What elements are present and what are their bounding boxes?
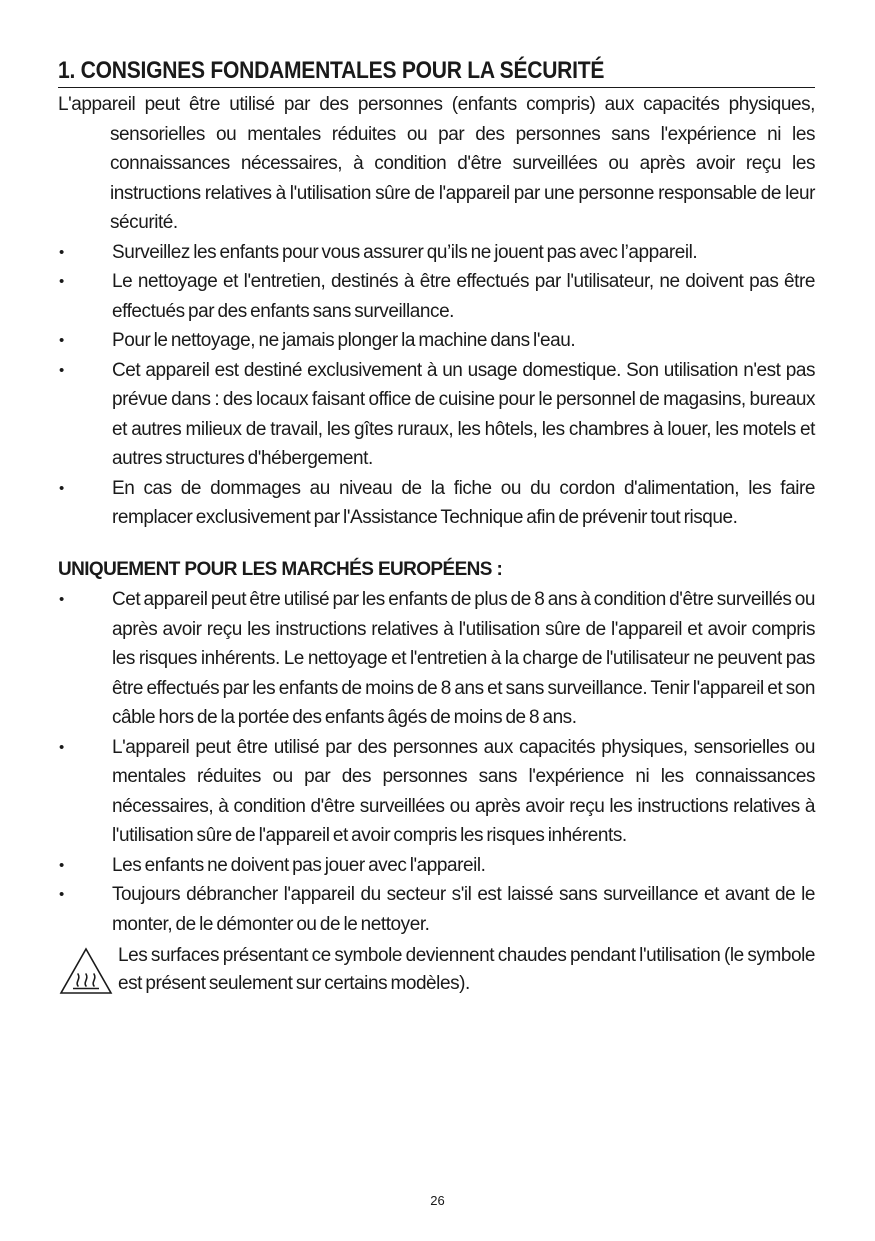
list-item-text: Pour le nettoyage, ne jamais plonger la machine dans l'eau. (112, 330, 576, 351)
list-item-text: Surveillez les enfants pour vous assurer qu’ils ne jouent pas avec l’appareil. (112, 241, 698, 263)
title-underline (58, 87, 815, 88)
eu-markets-heading: UNIQUEMENT POUR LES MARCHÉS EUROPÉENS : (58, 558, 503, 580)
list-item-text: Cet appareil peut être utilisé par les enfants de plus de 8 ans à condition d'être surveillés ou après avoir reçu les instructions relatives à l'utilisation sûre de l'appareil et avoir compris les risques inhérents. Le nettoyage et l'entretien à la charge de l'utilisateur ne peuvent pas être effectués par les enfants de moins de 8 ans et sans surveillance. Tenir l'appareil et son câble hors de la portée des enfants âgés de moins de 8 ans. (112, 589, 815, 728)
bullet-marker: • (59, 738, 64, 756)
bullet-marker: • (59, 361, 64, 379)
general-safety-list (58, 238, 815, 533)
list-item-text: Le nettoyage et l'entretien, destinés à être effectués par l'utilisateur, ne doivent pas être effectués par des enfants sans surveillance. (112, 271, 815, 322)
list-item (58, 356, 815, 474)
eu-safety-list (58, 585, 815, 939)
list-item (58, 267, 815, 326)
bullet-marker: • (59, 479, 64, 497)
bullet-marker: • (59, 591, 64, 608)
list-item (58, 326, 815, 356)
list-item-text: Cet appareil est destiné exclusivement à un usage domestique. Son utilisation n'est pas prévue dans : des locaux faisant office de cuisine pour le personnel de magasins, bureaux et autres milieux de travail, les gîtes ruraux, les hôtels, les chambres à louer, les motels et autres structures d'hébergement. (112, 359, 815, 469)
list-item-text: Toujours débrancher l'appareil du secteur s'il est laissé sans surveillance et avant de le monter, de le démonter ou de le nettoyer. (112, 884, 815, 935)
bullet-marker: • (59, 856, 64, 874)
list-item (58, 474, 815, 533)
bullet-marker: • (59, 886, 64, 903)
manual-page (58, 56, 815, 998)
list-item (58, 851, 815, 881)
hot-surface-warning-icon (58, 946, 114, 996)
intro-paragraph: L'appareil peut être utilisé par des personnes (enfants compris) aux capacités physiques, sensorielles ou mentales réduites ou par des personnes sans l'expérience ni les connaissances nécessaires, à condition d'être surveillées ou après avoir reçu les instructions relatives à l'utilisation sûre de l'appareil par une personne responsable de leur sécurité. (58, 94, 815, 233)
bullet-marker: • (59, 243, 64, 261)
hot-surface-note (58, 942, 815, 998)
hot-surface-note-text: Les surfaces présentant ce symbole deviennent chaudes pendant l'utilisation (le symbole est présent seulement sur certains modèles). (118, 945, 815, 994)
list-item-text: L'appareil peut être utilisé par des personnes aux capacités physiques, sensorielles ou mentales réduites ou par des personnes sans l'expérience ni les connaissances nécessaires, à condition d'être surveillées ou après avoir reçu les instructions relatives à l'utilisation sûre de l'appareil et avoir compris les risques inhérents. (112, 736, 815, 846)
page-number: 26 (430, 1193, 445, 1208)
list-item (58, 585, 815, 733)
list-item (58, 733, 815, 851)
list-item (58, 880, 815, 939)
bullet-marker: • (59, 273, 64, 290)
section-spacer (58, 533, 815, 555)
list-item (58, 238, 815, 268)
bullet-marker: • (59, 332, 64, 349)
list-item-text: Les enfants ne doivent pas jouer avec l'appareil. (112, 854, 486, 876)
section-title: 1. CONSIGNES FONDAMENTALES POUR LA SÉCURITÉ (58, 57, 605, 84)
list-item-text: En cas de dommages au niveau de la fiche ou du cordon d'alimentation, les faire remplacer exclusivement par l'Assistance Technique afin de prévenir tout risque. (112, 477, 815, 528)
